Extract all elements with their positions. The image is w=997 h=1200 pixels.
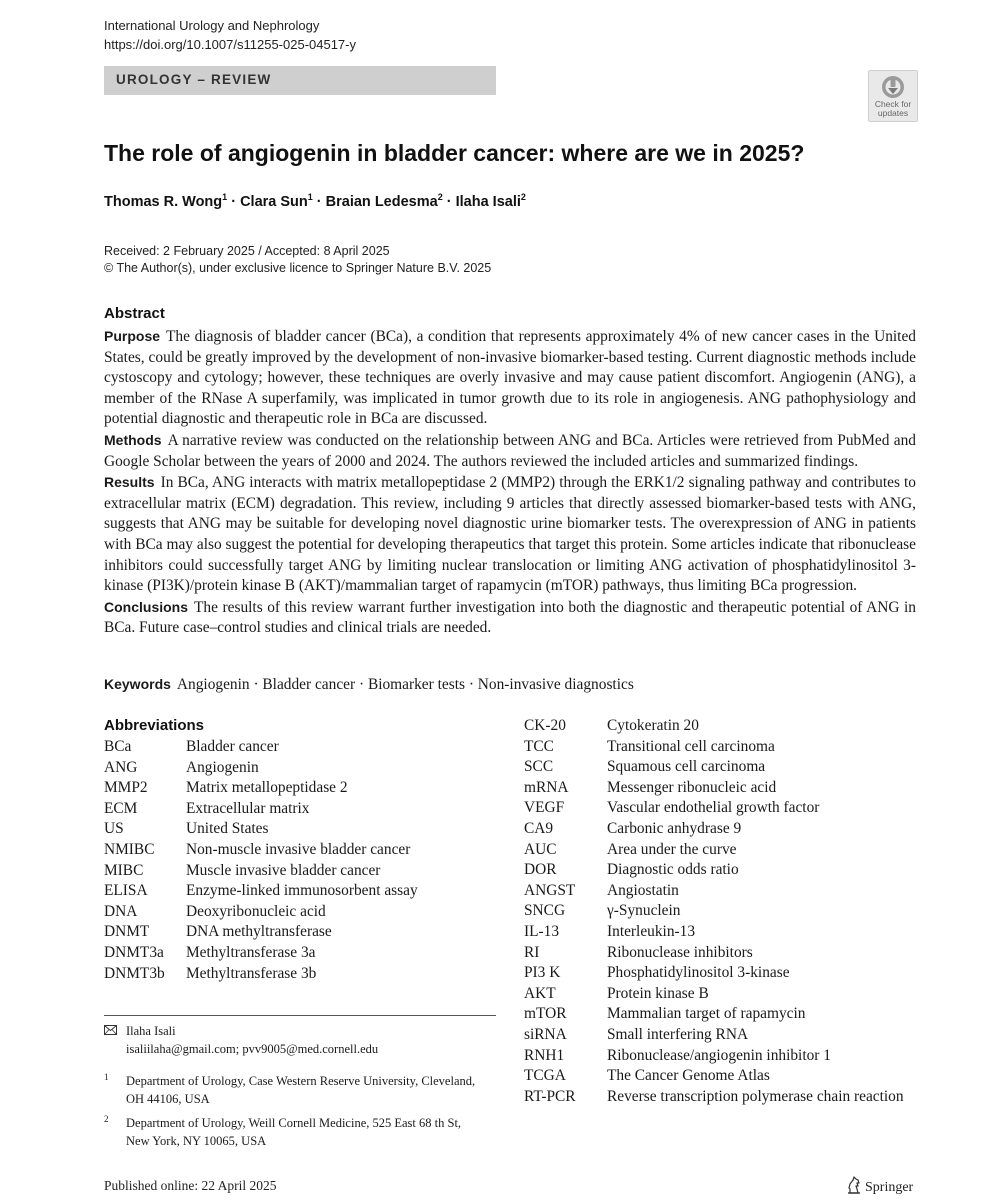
envelope-icon — [104, 1025, 117, 1035]
abstract-results — [104, 472, 916, 597]
abbreviation-definition: Cytokeratin 20 — [607, 717, 699, 734]
abbreviation-code: AUC — [524, 840, 557, 858]
journal-name: International Urology and Nephrology — [104, 18, 320, 33]
abbreviation-definition: DNA methyltransferase — [186, 923, 332, 941]
abbreviation-definition: Ribonuclease inhibitors — [607, 943, 753, 961]
correspondence-name: Ilaha Isali — [126, 1024, 176, 1038]
abbreviation-code: AKT — [524, 984, 556, 1002]
abbreviation-code: SNCG — [524, 902, 566, 920]
section-banner — [104, 66, 496, 95]
abbreviation-definition: Bladder cancer — [186, 738, 279, 755]
abbreviation-code: ELISA — [104, 882, 148, 900]
abbreviation-definition: Matrix metallopeptidase 2 — [186, 779, 348, 797]
abbreviation-definition: Angiogenin — [186, 758, 259, 776]
abbreviation-code: ECM — [104, 799, 138, 817]
abbreviation-code: DNMT — [104, 923, 150, 941]
publisher-logo[interactable] — [846, 1176, 913, 1196]
abbreviation-definition: Transitional cell carcinoma — [607, 737, 775, 755]
abstract-label: Purpose — [104, 328, 161, 344]
abbreviation-code: DNMT3b — [104, 964, 165, 982]
abbreviation-code: RI — [524, 943, 540, 961]
keywords-text: Angiogenin · Bladder cancer · Biomarker tests · Non-invasive diagnostics — [176, 676, 634, 693]
abstract-text: In BCa, ANG interacts with matrix metallopeptidase 2 (MMP2) through the ERK1/2 signaling pathway and contributes to extracellular matrix (ECM) degradation. This review, including 9 articles that directly assessed biomarker-based tests with ANG, suggests that ANG may be suitable for developing novel diagnostic urine biomarker tests. The overexpression of ANG in patients with BCa may also suggest the potential for developing therapeutics that target this protein. Some articles indicate that ribonuclease inhibitors could successfully target ANG by limiting nuclear translocation or limiting ANG activation of phosphatidylinositol 3-kinase (PI3K)/protein kinase B (AKT)/mammalian target of rapamycin (mTOR) pathways, thus limiting BCa progression. — [104, 474, 916, 595]
published-online: Published online: 22 April 2025 — [104, 1178, 277, 1193]
abbreviation-code: VEGF — [524, 799, 565, 817]
abstract-heading: Abstract — [104, 305, 165, 322]
abbreviation-code: MIBC — [104, 861, 144, 879]
abbreviation-definition: Ribonuclease/angiogenin inhibitor 1 — [607, 1046, 831, 1064]
abstract-conclusions — [104, 597, 916, 639]
check-label-line1: Check for — [874, 99, 912, 109]
abstract-label: Methods — [104, 431, 162, 448]
abbreviation-definition: Mammalian target of rapamycin — [607, 1005, 806, 1023]
abbreviation-code: mRNA — [524, 778, 569, 796]
abbreviation-definition: γ-Synuclein — [607, 902, 681, 920]
abbreviations-heading: Abbreviations — [104, 717, 205, 734]
abbreviation-definition: Methyltransferase 3b — [186, 964, 317, 982]
abbreviation-definition: Protein kinase B — [607, 984, 709, 1002]
abbreviation-definition: Non-muscle invasive bladder cancer — [186, 840, 411, 858]
affiliation-number: 1 — [104, 1072, 109, 1082]
author-name[interactable]: Braian Ledesma — [325, 194, 438, 210]
abbreviation-code: CK-20 — [524, 717, 566, 734]
abstract-label: Conclusions — [104, 598, 189, 615]
abstract-purpose — [104, 326, 916, 430]
abbreviation-code: MMP2 — [104, 779, 148, 797]
abbreviation-code: IL-13 — [524, 922, 560, 940]
check-for-updates-button[interactable] — [868, 70, 918, 122]
copyright: © The Author(s), under exclusive licence to Springer Nature B.V. 2025 — [104, 261, 492, 275]
correspondence-emails[interactable]: isaliilaha@gmail.com; pvv9005@med.cornell.edu — [126, 1042, 379, 1056]
affiliation-text: Department of Urology, Weill Cornell Medicine, 525 East 68 th St, New York, NY 10065, USA — [126, 1116, 462, 1148]
abstract-body — [104, 326, 916, 639]
abbreviation-definition: Enzyme-linked immunosorbent assay — [186, 882, 418, 900]
abbreviation-code: mTOR — [524, 1005, 567, 1023]
abbreviation-code: ANG — [104, 758, 138, 776]
footnote-divider — [104, 1015, 496, 1016]
author-name[interactable]: Ilaha Isali — [455, 194, 521, 210]
abbreviation-definition: Vascular endothelial growth factor — [607, 799, 820, 817]
abbreviation-definition: Reverse transcription polymerase chain reaction — [607, 1087, 904, 1105]
journal-header — [104, 16, 356, 54]
author-separator: · — [442, 194, 456, 210]
abbreviation-code: BCa — [104, 738, 132, 755]
author-affiliation-mark: 1 — [222, 192, 228, 202]
abbreviation-code: TCGA — [524, 1067, 566, 1085]
affiliation-text: Department of Urology, Case Western Reserve University, Cleveland, OH 44106, USA — [126, 1074, 476, 1106]
abbreviation-definition: Squamous cell carcinoma — [607, 758, 766, 776]
springer-knight-icon — [846, 1176, 862, 1194]
abbreviation-code: ANGST — [524, 881, 576, 899]
abbreviation-code: RT-PCR — [524, 1087, 576, 1105]
publisher-name: Springer — [865, 1180, 914, 1195]
abbreviation-definition: Muscle invasive bladder cancer — [186, 861, 381, 879]
abbreviation-definition: Methyltransferase 3a — [186, 943, 316, 961]
affiliation-number: 2 — [104, 1114, 109, 1124]
received-accepted: Received: 2 February 2025 / Accepted: 8 April 2025 — [104, 244, 390, 258]
author-name[interactable]: Thomas R. Wong — [104, 194, 223, 210]
abbreviation-definition: Extracellular matrix — [186, 799, 310, 817]
abbreviation-definition: United States — [186, 820, 269, 838]
abstract-text: The results of this review warrant further investigation into both the diagnostic and therapeutic potential of ANG in BCa. Future case–control studies and clinical trials are needed. — [104, 598, 916, 637]
author-name[interactable]: Clara Sun — [240, 194, 308, 210]
abbreviation-code: CA9 — [524, 819, 554, 837]
abbreviation-definition: Deoxyribonucleic acid — [186, 902, 326, 920]
abbreviation-code: RNH1 — [524, 1046, 565, 1064]
section-label: UROLOGY – REVIEW — [116, 72, 272, 87]
check-for-updates-label — [869, 100, 917, 118]
author-affiliation-mark: 2 — [520, 192, 526, 202]
abbreviation-code: DOR — [524, 861, 557, 879]
author-affiliation-mark: 1 — [307, 192, 313, 202]
abbreviation-definition: Angiostatin — [607, 881, 679, 899]
doi-link[interactable]: https://doi.org/10.1007/s11255-025-04517-y — [104, 37, 356, 52]
abstract-label: Results — [104, 474, 155, 491]
abbreviation-definition: The Cancer Genome Atlas — [607, 1067, 770, 1085]
check-label-line2: updates — [877, 108, 909, 118]
author-affiliation-mark: 2 — [437, 192, 443, 202]
author-list — [104, 192, 526, 210]
abbreviation-definition: Carbonic anhydrase 9 — [607, 819, 742, 837]
abstract-text: The diagnosis of bladder cancer (BCa), a condition that represents approximately 4% of new cancer cases in the United States, could be greatly improved by the development of non-invasive biomarker-based testing. Current diagnostic methods include cystoscopy and cytology; however, these techniques are overly invasive and may cause patient discomfort. Angiogenin (ANG), a member of the RNase A superfamily, was implicated in tumor growth due to its role in angiogenesis. ANG pathophysiology and potential diagnostic and therapeutic role in BCa are discussed. — [104, 328, 916, 428]
abbreviation-definition: Small interfering RNA — [607, 1025, 749, 1043]
keywords — [104, 676, 634, 694]
abbreviation-definition: Interleukin-13 — [607, 922, 696, 940]
article-dates — [104, 243, 491, 277]
abbreviation-code: PI3 K — [524, 964, 561, 982]
abbreviation-definition: Diagnostic odds ratio — [607, 861, 739, 879]
abstract-methods — [104, 430, 916, 472]
abbreviation-code: DNMT3a — [104, 943, 164, 961]
abbreviation-definition: Area under the curve — [607, 840, 737, 858]
abstract-text: A narrative review was conducted on the relationship between ANG and BCa. Articles were retrieved from PubMed and Google Scholar between the years of 2000 and 2024. The authors reviewed the included articles and summarized findings. — [104, 431, 916, 470]
abbreviation-code: SCC — [524, 758, 554, 776]
check-for-updates-icon — [881, 75, 905, 99]
abbreviation-code: siRNA — [524, 1025, 567, 1043]
abbreviation-definition: Phosphatidylinositol 3-kinase — [607, 964, 790, 982]
abbreviation-definition: Messenger ribonucleic acid — [607, 778, 777, 796]
abbreviation-code: NMIBC — [104, 840, 155, 858]
author-separator: · — [312, 194, 326, 210]
article-title: The role of angiogenin in bladder cancer: where are we in 2025? — [104, 140, 805, 166]
abbreviation-code: DNA — [104, 902, 138, 920]
keywords-label: Keywords — [104, 676, 171, 692]
author-separator: · — [227, 194, 241, 210]
abbreviation-code: US — [104, 820, 124, 838]
abbreviation-code: TCC — [524, 737, 554, 755]
